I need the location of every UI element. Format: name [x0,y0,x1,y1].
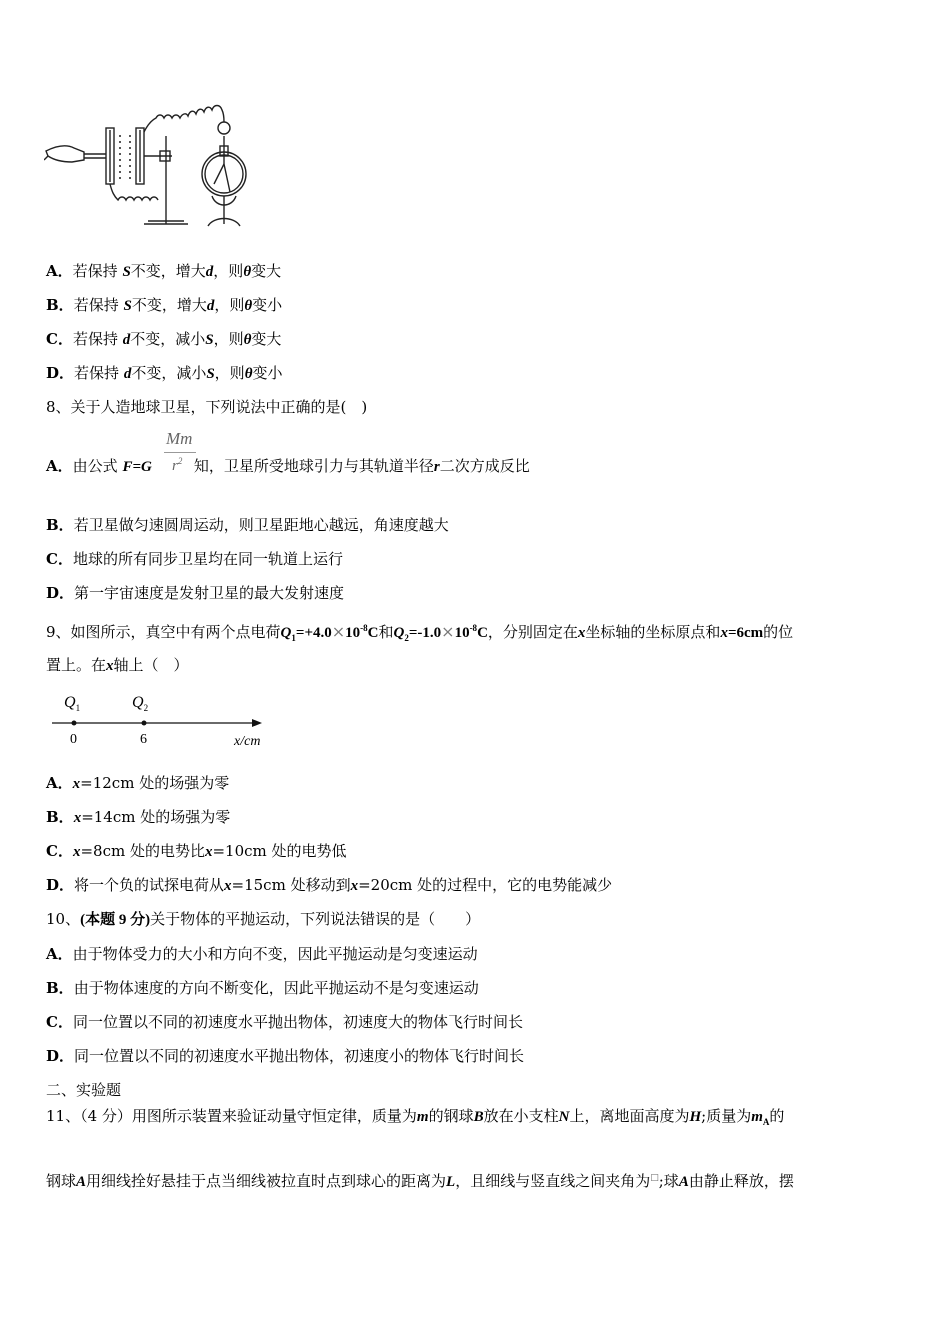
q8-formula-fraction-bar [164,452,196,453]
q9-option-d: D．将一个负的试探电荷从x=15cm 处移动到x=20cm 处的过程中，它的电势能减少 [46,876,613,894]
q7-option-a: A．若保持 S不变，增大d，则θ变大 [46,262,282,280]
q8-stem: 8、关于人造地球卫星，下列说法中正确的是( ) [46,398,368,416]
q8-formula-numerator: Mm [166,429,193,448]
q9-option-c: C．x=8cm 处的电势比x=10cm 处的电势低 [46,842,347,860]
q9-axis-figure [50,690,280,752]
q9-stem-line2: 置上。在x轴上（ ） [46,656,189,674]
q10-option-d: D．同一位置以不同的初速度水平抛出物体，初速度小的物体飞行时间长 [46,1047,525,1065]
q11-line2: 钢球A用细线拴好悬挂于点当细线被拉直时点到球心的距离为L，且细线与竖直线之间夹角为□;球A由静止释放，摆 [46,1172,794,1190]
q10-stem: 10、(本题 9 分)关于物体的平抛运动，下列说法错误的是（ ） [46,910,481,928]
q8-option-a: A．由公式 F=G 知，卫星所受地球引力与其轨道半径r二次方成反比 [46,457,530,475]
q7-option-c: C．若保持 d不变，减小S，则θ变大 [46,330,282,348]
capacitor-electroscope-figure [44,96,254,236]
section-heading: 二、实验题 [46,1081,122,1099]
q7-option-d: D．若保持 d不变，减小S，则θ变小 [46,364,283,382]
figure-q1-label: $Q_1$ [64,694,81,714]
q10-option-a: A．由于物体受力的大小和方向不变，因此平抛运动是匀变速运动 [46,945,478,963]
axis-label: x/cm [234,734,261,749]
q9-option-a: A．x=12cm 处的场强为零 [46,774,230,792]
q11-line1: 11、（4 分）用图所示装置来验证动量守恒定律，质量为m的钢球B放在小支柱N上，离地面高度为H;质量为$m_A$的 [46,1107,785,1127]
q7-option-b: B．若保持 S不变，增大d，则θ变小 [46,296,283,314]
q10-option-c: C．同一位置以不同的初速度水平抛出物体，初速度大的物体飞行时间长 [46,1013,523,1031]
q8-formula-denominator: $r^2$ [172,456,183,474]
tick-label-6: 6 [140,732,147,747]
q8-option-b: B．若卫星做匀速圆周运动，则卫星距地心越远，角速度越大 [46,516,449,534]
q10-option-b: B．由于物体速度的方向不断变化，因此平抛运动不是匀变速运动 [46,979,479,997]
q8-option-d: D．第一宇宙速度是发射卫星的最大发射速度 [46,584,345,602]
q8-option-c: C．地球的所有同步卫星均在同一轨道上运行 [46,550,343,568]
q9-option-b: B．x=14cm 处的场强为零 [46,808,231,826]
tick-label-0: 0 [70,732,77,747]
charge-q2-dot [142,721,147,726]
figure-q2-label: $Q_2$ [132,694,149,714]
charge-q1-dot [72,721,77,726]
q9-stem-line1: 9、如图所示，真空中有两个点电荷$Q_1=+4.0\times 10^{-8}C$和$Q_2=-1.0\times 10^{-8}C$，分别固定在x坐标轴的坐标原点和x=6cm的位 [46,622,794,643]
